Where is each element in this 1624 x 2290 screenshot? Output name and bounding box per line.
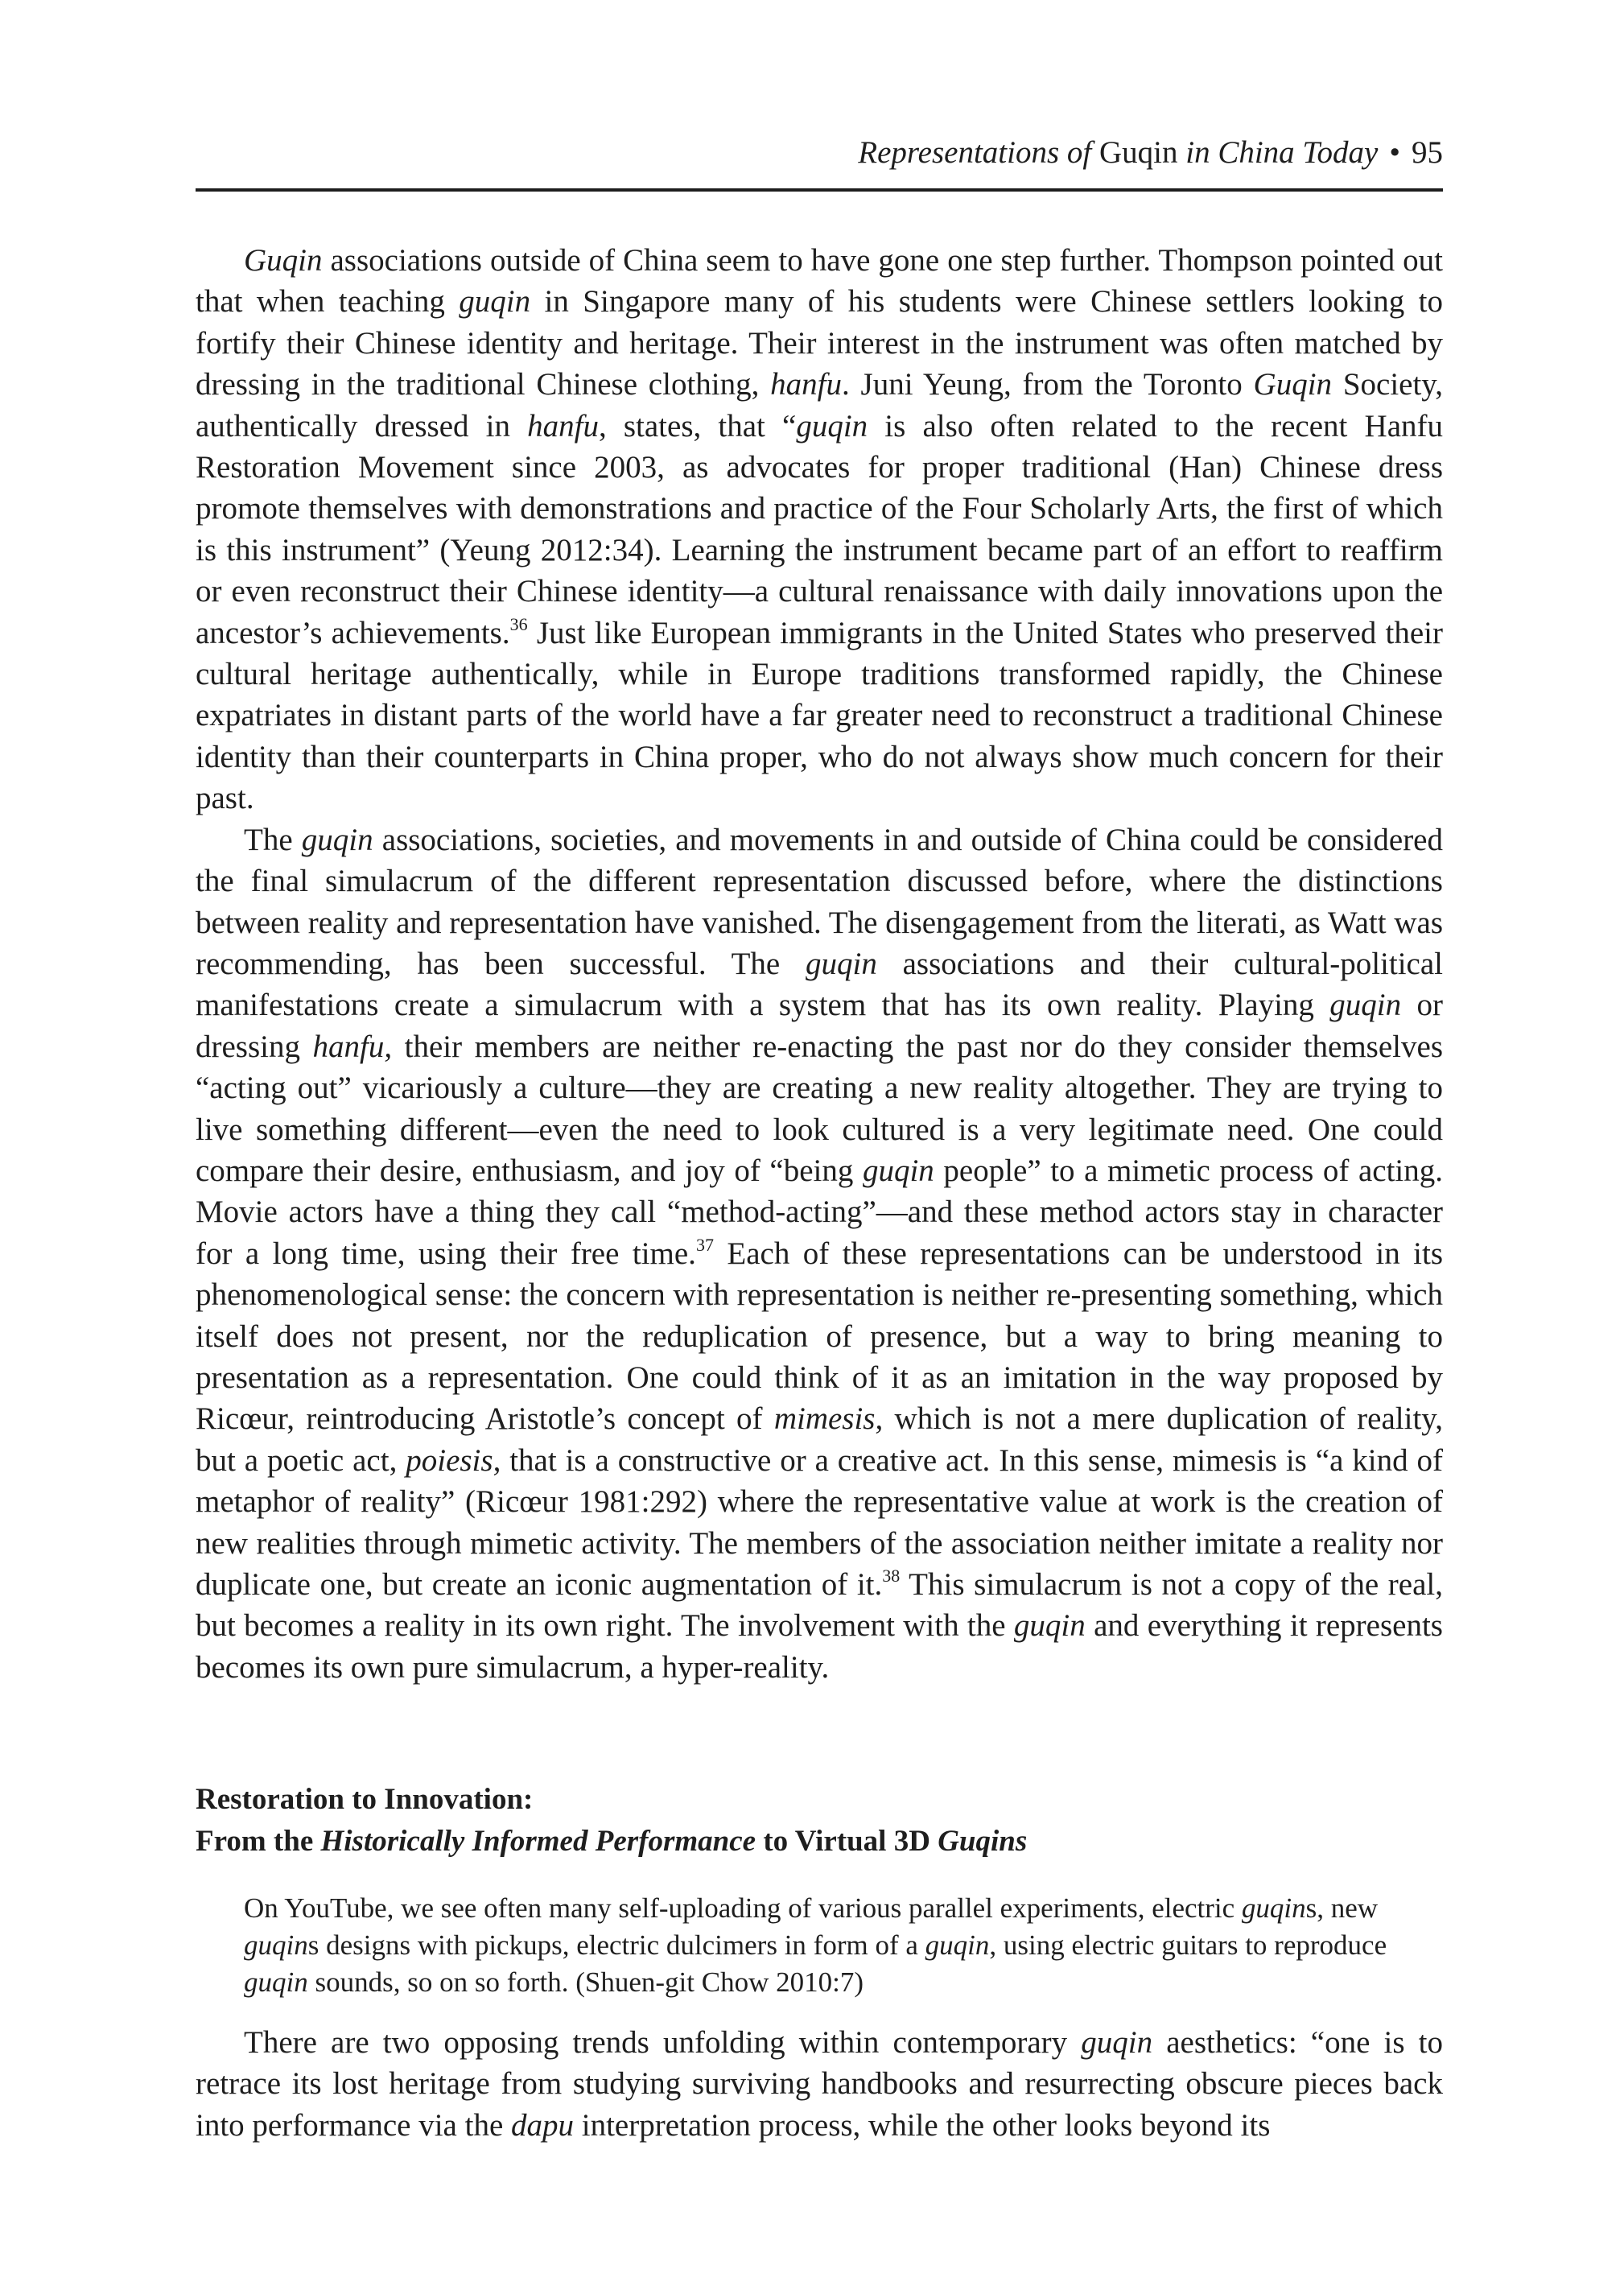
italic-term: guqin — [1081, 2025, 1153, 2060]
text-run: Each of these representations can be understood in its phenomenological sense: the concern with representation is neither re-presenting something, which itself does not present, nor the reduplication of presence, but a way to bring meaning to presentation as a representation. One could think of it as an imitation in the way proposed by Ricœur, reintroducing Aristotle’s concept of — [196, 1236, 1443, 1437]
text-run: that is a constructive or a creative act. In this sense, mimesis is “a kind of metaphor of reality” (Ricœur 1981:292) where the representative value at work is the creation of new realities through mimetic activity. The members of the association neither imitate a reality nor duplicate one, but create an iconic augmentation of it. — [196, 1442, 1443, 1602]
text-run: associations outside of China seem to have gone one step further. Thompson pointed out that when teaching — [196, 243, 1443, 320]
text-run: Society, authentically dressed in — [196, 367, 1444, 444]
text-run: which is not a mere duplication of reality, but a poetic act, — [196, 1401, 1443, 1478]
section-heading — [196, 1779, 1443, 1863]
footnote-ref-36[interactable]: 36 — [509, 613, 528, 634]
text-run: or dressing — [196, 988, 1443, 1064]
text-run: This simulacrum is not a copy of the real, but becomes a reality in its own right. The involvement with the — [196, 1567, 1443, 1644]
text-run: and everything it represents becomes its own pure simulacrum, a hyper-reality. — [196, 1608, 1443, 1685]
italic-term: dapu — [511, 2107, 574, 2143]
italic-term: guqin — [1241, 1892, 1306, 1924]
italic-term: guqin — [1013, 1608, 1086, 1644]
italic-term: Guqin — [244, 243, 323, 278]
text-run: There are two opposing trends unfolding within contemporary — [244, 2025, 1082, 2060]
text-run: associations and their cultural-political manifestations create a simulacrum with a system that has its own reality. Playing — [196, 946, 1443, 1023]
italic-term: poiesis, — [406, 1442, 501, 1478]
heading-run: From the — [196, 1825, 321, 1858]
italic-term: mimesis, — [773, 1401, 884, 1437]
text-run: The — [244, 822, 302, 857]
paragraph-2 — [196, 819, 1443, 1689]
italic-term: guqin — [459, 284, 531, 320]
main-text-continued — [196, 2022, 1443, 2146]
text-run: their members are neither re-enacting the past nor do they consider themselves “acting out” vicariously a culture—they are creating a new reality altogether. They are trying to live something different—even the need to look cultured is a very legitimate need. One could compare their desire, enthusiasm, and joy of “being — [196, 1029, 1443, 1188]
text-run: Just like European immigrants in the United States who preserved their cultural heritage authentically, while in Europe traditions transformed rapidly, the Chinese expatriates in distant parts of the world have a far greater need to reconstruct a traditional Chinese identity than their counterparts in China proper, who do not always show much concern for their past. — [196, 615, 1443, 816]
block-quote — [244, 1890, 1427, 2001]
text-run: in Singapore many of his students were Chinese settlers looking to fortify their Chinese identity and heritage. Their interest in the instrument was often matched by dressing in the traditional Chinese clothing, — [196, 284, 1443, 402]
running-title-italic-rest: in China Today — [1185, 135, 1379, 170]
quote-run: , using electric guitars to reproduce — [989, 1929, 1387, 1961]
text-run: aesthetics: “one is to retrace its lost heritage from studying surviving handbooks and resurrecting obscure pieces back into performance via the — [196, 2025, 1444, 2143]
italic-term: Guqin — [1253, 367, 1333, 402]
running-head — [196, 135, 1443, 171]
text-run: . Juni Yeung, from the Toronto — [842, 367, 1254, 402]
header-rule — [196, 188, 1443, 192]
quote-run: sounds, so on so forth. (Shuen-git Chow 2010:7) — [307, 1966, 864, 1998]
footnote-ref-38[interactable]: 38 — [882, 1566, 901, 1586]
italic-term: hanfu — [770, 367, 843, 402]
italic-term: hanfu, — [312, 1029, 393, 1064]
paragraph-3 — [196, 2022, 1443, 2146]
text-run: associations, societies, and movements in and outside of China could be considered the final simulacrum of the different representation discussed before, where the distinctions between reality and representation have vanished. The disengagement from the literati, as Watt was recommending, has been successful. The — [196, 822, 1443, 981]
running-title-italic: Representations of — [858, 135, 1092, 170]
running-title-term: Guqin — [1098, 135, 1178, 170]
text-run: interpretation process, while the other looks beyond its — [574, 2107, 1271, 2143]
text-run: people” to a mimetic process of acting. Movie actors have a thing they call “method-acting”—and these method actors stay in character for a long time, using their free time. — [196, 1153, 1443, 1271]
italic-term: guqin — [1329, 988, 1402, 1023]
italic-term: guqin — [796, 408, 868, 444]
heading-run: to Virtual 3D — [756, 1825, 938, 1858]
heading-italic: Guqins — [938, 1825, 1028, 1858]
running-head-separator: • — [1389, 135, 1400, 170]
italic-term: guqin — [244, 1929, 308, 1961]
section-heading-line-1: Restoration to Innovation: — [196, 1783, 534, 1816]
section-heading-line-2 — [196, 1821, 1443, 1863]
heading-italic: Historically Informed Performance — [320, 1825, 756, 1858]
text-run: , states, that “ — [598, 408, 797, 444]
quote-run: s, new — [1305, 1892, 1379, 1924]
text-run: is also often related to the recent Hanfu Restoration Movement since 2003, as advocates for proper traditional (Han) Chinese dress promote themselves with demonstrations and practice of the Four Scholarly Arts, the first of which is this instrument” (Yeung 2012:34). Learning the instrument became part of an effort to reaffirm or even reconstruct their Chinese identity—a cultural renaissance with daily innovations upon the ancestor’s achievements. — [196, 408, 1443, 650]
italic-term: guqin — [925, 1929, 990, 1961]
italic-term: hanfu — [527, 408, 599, 444]
italic-term: guqin — [862, 1153, 934, 1188]
paragraph-1 — [196, 240, 1443, 819]
italic-term: guqin — [244, 1966, 308, 1998]
quote-run: On YouTube, we see often many self-uploading of various parallel experiments, electric — [244, 1892, 1242, 1924]
main-text — [196, 240, 1443, 1688]
page-number: 95 — [1412, 135, 1443, 170]
italic-term: guqin — [806, 946, 877, 981]
quote-run: s designs with pickups, electric dulcimers in form of a — [307, 1929, 925, 1961]
footnote-ref-37[interactable]: 37 — [695, 1234, 714, 1255]
italic-term: guqin — [301, 822, 373, 857]
